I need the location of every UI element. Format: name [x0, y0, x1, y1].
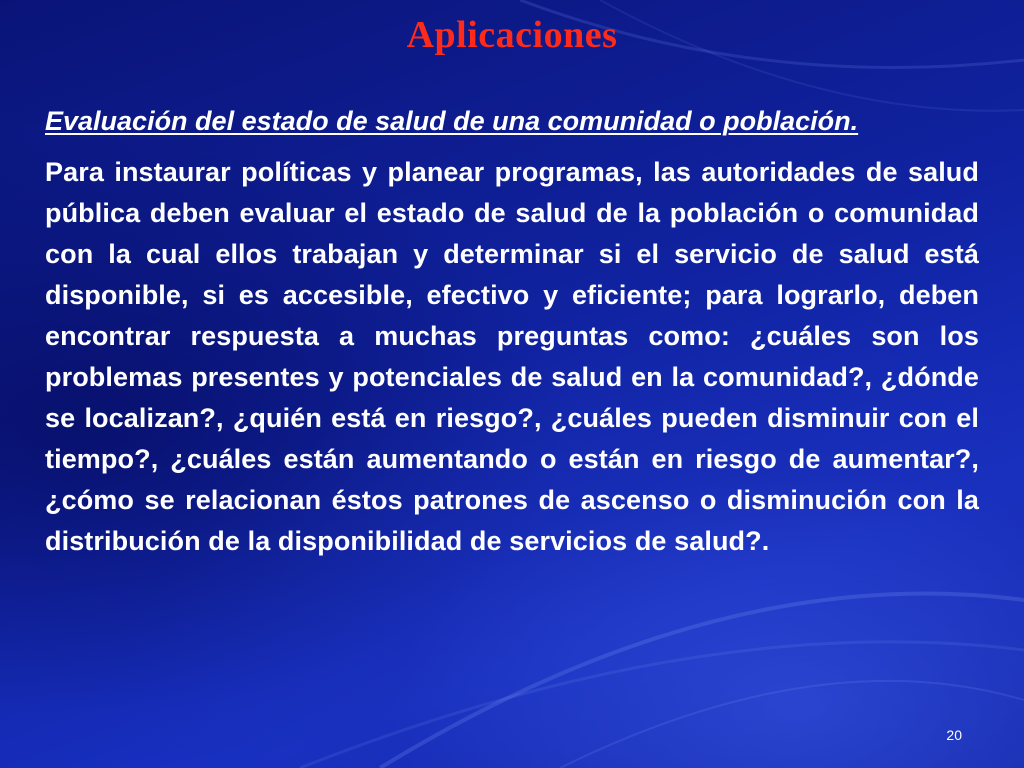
slide-content — [45, 101, 979, 562]
slide-title: Aplicaciones — [406, 14, 618, 56]
page-number: 20 — [946, 727, 962, 743]
slide-body-text: Para instaurar políticas y planear programas, las autoridades de salud pública deben evaluar el estado de salud de la población o comunidad con la cual ellos trabajan y determinar si el servicio de salud está disponible, si es accesible, efectivo y eficiente; para lograrlo, deben encontrar respuesta a muchas preguntas como: ¿cuáles son los problemas presentes y potenciales de salud en la comunidad?, ¿dónde se localizan?, ¿quién está en riesgo?, ¿cuáles pueden disminuir con el tiempo?, ¿cuáles están aumentando o están en riesgo de aumentar?, ¿cómo se relacionan éstos patrones de ascenso o disminución con la distribución de la disponibilidad de servicios de salud?. — [45, 157, 979, 556]
slide-subtitle: Evaluación del estado de salud de una comunidad o población. — [45, 106, 859, 136]
